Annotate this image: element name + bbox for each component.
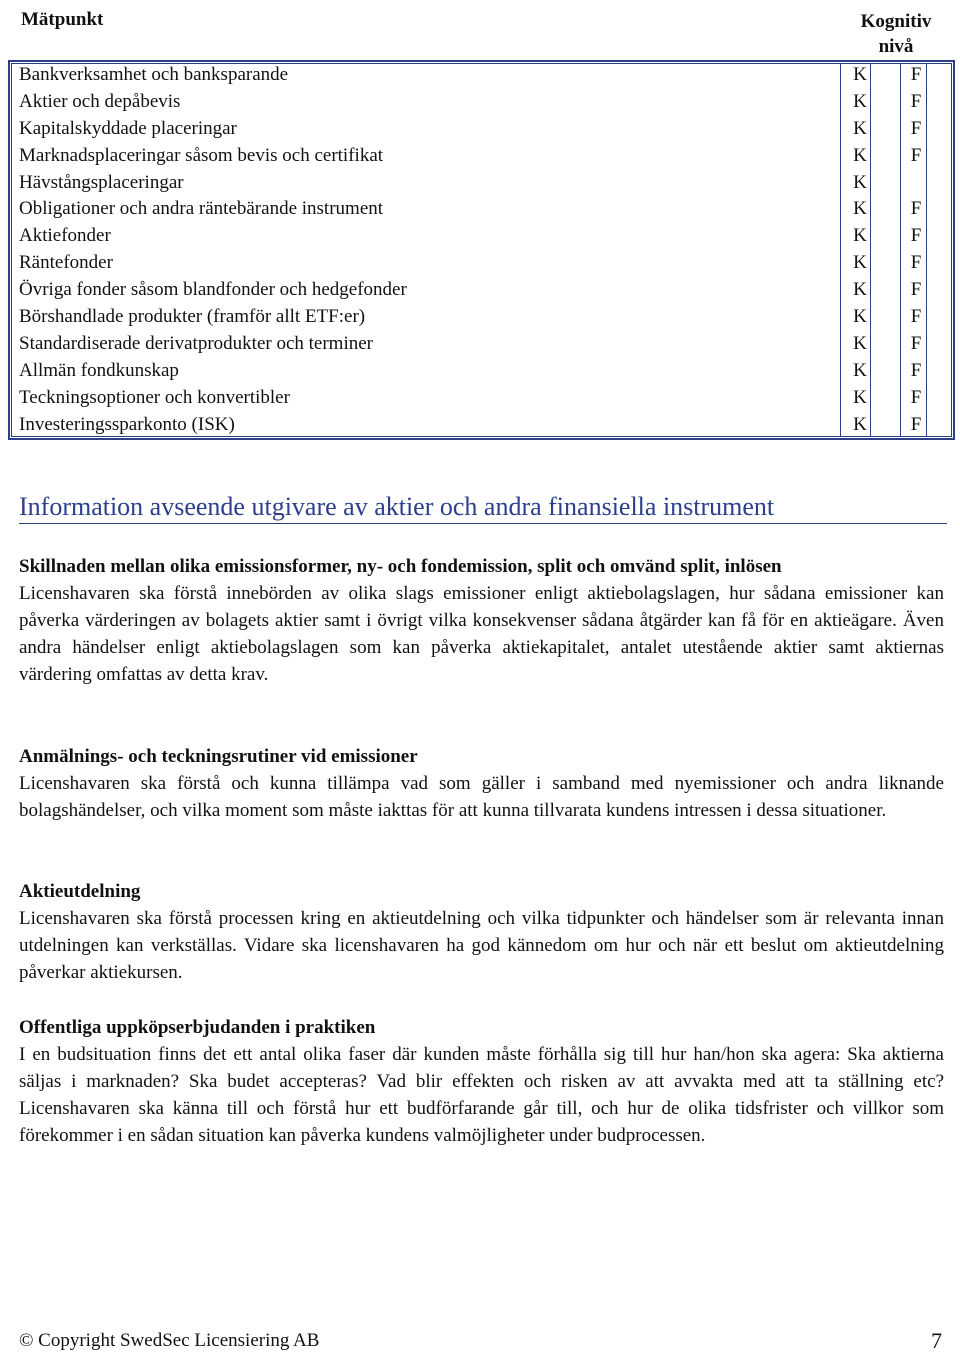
row-label: Standardiserade derivatprodukter och terminer	[19, 332, 373, 354]
header-niva: nivå	[878, 36, 914, 57]
level-k: K	[853, 252, 867, 274]
row-label: Börshandlade produkter (framför allt ETF:er)	[19, 306, 366, 328]
table-row	[19, 89, 944, 116]
header-matpunkt: Mätpunkt	[21, 9, 104, 30]
table-row	[19, 277, 944, 304]
level-f: F	[910, 225, 922, 247]
section-divider	[19, 523, 947, 524]
table-row	[19, 385, 944, 412]
level-k: K	[853, 279, 867, 301]
level-f: F	[910, 279, 922, 301]
level-f: F	[910, 359, 922, 381]
level-k: K	[853, 413, 867, 435]
level-f: F	[910, 252, 922, 274]
level-k: K	[853, 144, 867, 166]
row-label: Övriga fonder såsom blandfonder och hedgefonder	[19, 279, 407, 301]
row-label: Marknadsplaceringar såsom bevis och certifikat	[19, 144, 384, 166]
block-body: I en budsituation finns det ett antal olika faser där kunden måste förhålla sig till hur han/hon ska agera: Ska aktierna säljas i marknaden? Ska budet accepteras? Vad blir effekten och risken av att avvakta med att ta ställning etc? Licenshavaren ska känna till och förstå hur ett budförfarande går till, och hur de olika tidsfrister och villkor som förekommer i en sådan situation kan påverka kundens valmöjligheter under budprocessen.	[19, 1044, 944, 1146]
table-row	[19, 143, 944, 170]
block-heading: Anmälnings- och teckningsrutiner vid emissioner	[19, 746, 418, 767]
row-label: Aktiefonder	[19, 225, 111, 247]
row-label: Aktier och depåbevis	[19, 90, 181, 112]
table-row	[19, 170, 944, 197]
level-k: K	[853, 117, 867, 139]
table-row	[19, 62, 944, 89]
section-title: Information avseende utgivare av aktier och andra finansiella instrument	[19, 492, 775, 521]
level-f: F	[910, 332, 922, 354]
level-f: F	[910, 198, 922, 220]
level-k: K	[853, 332, 867, 354]
row-label: Räntefonder	[19, 252, 113, 274]
level-f: F	[910, 413, 922, 435]
level-k: K	[853, 359, 867, 381]
header-kognitiv: Kognitiv	[860, 11, 932, 32]
table-row	[19, 116, 944, 143]
row-label: Bankverksamhet och banksparande	[19, 64, 289, 85]
level-k: K	[853, 386, 867, 408]
row-label: Allmän fondkunskap	[19, 359, 179, 381]
level-k: K	[853, 64, 867, 85]
level-f: F	[910, 386, 922, 408]
page-number: 7	[931, 1328, 942, 1353]
level-k: K	[853, 171, 867, 193]
level-f: F	[910, 90, 922, 112]
table-row	[19, 358, 944, 385]
row-label: Kapitalskyddade placeringar	[19, 117, 237, 139]
level-k: K	[853, 225, 867, 247]
block-heading: Skillnaden mellan olika emissionsformer, ny- och fondemission, split och omvänd split, inlösen	[19, 556, 782, 577]
measurement-table	[8, 5, 955, 435]
level-k: K	[853, 90, 867, 112]
table-row	[19, 250, 944, 277]
level-f: F	[910, 64, 922, 85]
level-f: F	[910, 117, 922, 139]
table-row	[19, 196, 944, 223]
level-f: F	[910, 144, 922, 166]
table-row	[19, 412, 944, 439]
table-row	[19, 304, 944, 331]
block-heading: Offentliga uppköpserbjudanden i praktiken	[19, 1017, 376, 1038]
level-f: F	[910, 306, 922, 328]
text-block-emissionsformer	[19, 553, 944, 688]
table-row	[19, 223, 944, 250]
text-block-aktieutdelning	[19, 878, 944, 986]
table-rows	[19, 62, 944, 438]
footer-copyright: © Copyright SwedSec Licensiering AB	[19, 1330, 320, 1351]
table-row	[19, 331, 944, 358]
row-label: Teckningsoptioner och konvertibler	[19, 386, 290, 408]
block-heading: Aktieutdelning	[19, 881, 141, 902]
row-label: Obligationer och andra räntebärande instrument	[19, 198, 384, 220]
block-body: Licenshavaren ska förstå och kunna tillämpa vad som gäller i samband med nyemissioner och andra liknande bolagshändelser, och vilka moment som måste iakttas för att kunna tillvarata kundens intressen i dessa situationer.	[19, 773, 944, 821]
block-body: Licenshavaren ska förstå processen kring en aktieutdelning och vilka tidpunkter och händelser som är relevanta innan utdelningen kan verkställas. Vidare ska licenshavaren ha god kännedom om hur och när ett beslut om aktieutdelning påverkar aktiekursen.	[19, 908, 944, 983]
row-label: Investeringssparkonto (ISK)	[19, 413, 235, 435]
header-kognitiv-niva	[851, 9, 941, 59]
text-block-uppkopserbjudanden	[19, 1014, 944, 1149]
level-k: K	[853, 306, 867, 328]
row-label: Hävstångsplaceringar	[19, 171, 184, 193]
block-body: Licenshavaren ska förstå innebörden av olika slags emissioner enligt aktiebolagslagen, hur sådana emissioner kan påverka värderingen av bolagets aktier samt i övrigt vilka konsekvenser sådana åtgärder kan få för en aktieägare. Även andra händelser enligt aktiebolagslagen som kan påverka aktiekapitalet, antalet utestående aktier samt aktiernas värdering omfattas av detta krav.	[19, 583, 944, 685]
level-k: K	[853, 198, 867, 220]
text-block-anmalningsrutiner	[19, 743, 944, 824]
